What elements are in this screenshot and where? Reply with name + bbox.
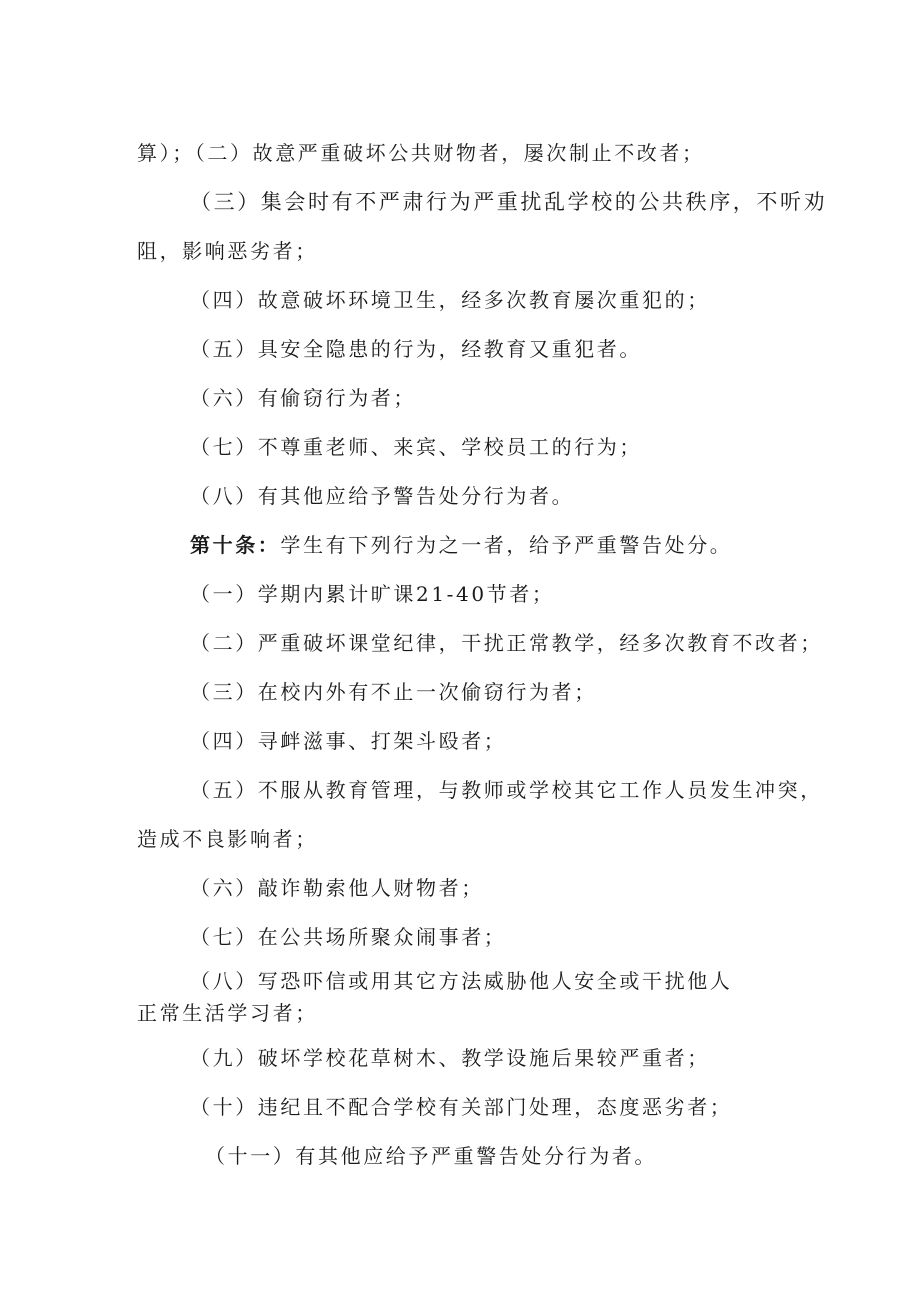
text-line: （七）在公共场所聚众闹事者；: [190, 925, 507, 949]
article-text: 学生有下列行为之一者，给予严重警告处分。: [280, 533, 733, 557]
text-line: （五）不服从教育管理，与教师或学校其它工作人员发生冲突，: [190, 778, 823, 802]
text-line: （七）不尊重老师、来宾、学校员工的行为；: [190, 435, 642, 459]
text-line: 算）；（二）故意严重破坏公共财物者，屡次制止不改者；: [137, 141, 705, 165]
article-label: 第十条：: [190, 533, 281, 557]
text-line: （四）故意破坏环境卫生，经多次教育屡次重犯的；: [190, 288, 710, 312]
article-line: [190, 532, 732, 558]
text-line: （六）有偷窃行为者；: [190, 386, 416, 410]
text-line: （二）严重破坏课堂纪律，干扰正常教学，经多次教育不改者；: [190, 631, 823, 655]
text-line: （四）寻衅滋事、打架斗殴者；: [190, 729, 507, 753]
text-line: 造成不良影响者；: [137, 827, 318, 851]
text-line: （三）集会时有不严肃行为严重扰乱学校的公共秩序，不听劝: [190, 190, 828, 214]
text-line: （八）有其他应给予警告处分行为者。: [190, 484, 575, 508]
text-line: （十）违纪且不配合学校有关部门处理，态度恶劣者；: [190, 1095, 733, 1119]
text-line: 正常生活学习者；: [137, 1001, 318, 1025]
text-line: （五）具安全隐患的行为，经教育又重犯者。: [190, 337, 642, 361]
text-line: （九）破坏学校花草树木、教学设施后果较严重者；: [190, 1046, 710, 1070]
text-line: （十一）有其他应给予严重警告处分行为者。: [205, 1144, 657, 1168]
text-line: 阻，影响恶劣者；: [137, 239, 318, 263]
text-line: （三）在校内外有不止一次偷窃行为者；: [190, 680, 597, 704]
text-line: （八）写恐吓信或用其它方法威胁他人安全或干扰他人: [190, 969, 733, 993]
text-line: （六）敲诈勒索他人财物者；: [190, 876, 484, 900]
text-line: （一）学期内累计旷课21-40节者；: [190, 582, 555, 606]
